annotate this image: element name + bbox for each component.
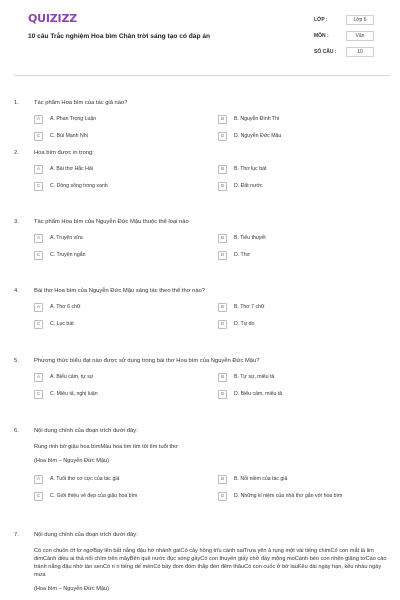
answer-options xyxy=(34,114,388,141)
option-letter: C xyxy=(34,132,43,141)
option-letter: A xyxy=(34,234,43,243)
answer-options xyxy=(34,474,388,501)
meta-value-grade: Lớp 6 xyxy=(346,15,374,25)
meta-label: MÔN : xyxy=(314,33,329,39)
excerpt-text: Có con chuồn ớt lơ ngơBay lên bất nắng đậu hờ nhành gaiCó cây hồng trĩu cành saiTrưa yên ả rụng một vài tiếng chimCó con mắt lá lim dimCánh diều ai thả nổi chìm trên mâyBên quê nước đục sóng gầyCó con thuyền giấy chở đầy mộng moCánh bèo con nhện giăng tơCào cào tránh nắng đậu nhờ tàn senCó ri ri tiếng dế mènCó bầy đom đóm thắp đèn đêm thâuCó con cuốc ở bờ lauKêu dài ngày hạn, kêu nhàu ngày mưa xyxy=(34,548,387,578)
answer-options xyxy=(34,372,388,399)
option-text: C. Lục bát xyxy=(50,321,74,327)
question-text: Phương thức biểu đạt nào được sử dụng trong bài thơ Hoa bìm của Nguyễn Đức Mậu? xyxy=(34,358,260,364)
question-4 xyxy=(14,288,388,329)
meta-value-count: 10 xyxy=(346,47,374,57)
option-b[interactable] xyxy=(218,233,388,243)
question-6 xyxy=(14,428,388,501)
question-2 xyxy=(14,150,388,191)
excerpt-source: (Hoa bìm – Nguyễn Đức Mậu) xyxy=(34,458,109,464)
option-d[interactable] xyxy=(218,181,388,191)
question-text: Nội dung chính của đoạn trích dưới đây: xyxy=(34,532,138,538)
question-number: 1. xyxy=(14,100,19,106)
question-text: Bài thơ Hoa bìm của Nguyễn Đức Mậu sáng tác theo thể thơ nào? xyxy=(34,288,205,294)
option-c[interactable] xyxy=(34,389,204,399)
option-a[interactable] xyxy=(34,233,204,243)
option-letter: A xyxy=(34,475,43,484)
option-letter: B xyxy=(218,165,227,174)
option-letter: D xyxy=(218,132,227,141)
meta-label: SỐ CÂU : xyxy=(314,49,337,55)
option-c[interactable] xyxy=(34,319,204,329)
option-letter: B xyxy=(218,115,227,124)
option-text: A. Truyện vừa xyxy=(50,235,83,241)
option-letter: A xyxy=(34,373,43,382)
option-letter: A xyxy=(34,115,43,124)
option-b[interactable] xyxy=(218,372,388,382)
option-letter: B xyxy=(218,475,227,484)
option-d[interactable] xyxy=(218,491,388,501)
option-text: C. Dòng sông trong xanh xyxy=(50,183,108,189)
option-text: C. Giới thiệu vẻ đẹp của giậu hoa bìm xyxy=(50,493,138,499)
option-text: D. Biểu cảm, miêu tả xyxy=(234,391,283,397)
question-number: 3. xyxy=(14,219,19,225)
question-text: Nội dung chính của đoạn trích dưới đây: xyxy=(34,428,138,434)
question-number: 4. xyxy=(14,288,19,294)
worksheet-title: 10 câu Trắc nghiệm Hoa bìm Chân trời sáng tạo có đáp án xyxy=(28,33,211,40)
option-d[interactable] xyxy=(218,319,388,329)
meta-label: LỚP : xyxy=(314,17,328,23)
option-b[interactable] xyxy=(218,474,388,484)
option-c[interactable] xyxy=(34,181,204,191)
excerpt-source: (Hoa bìm – Nguyễn Đức Mậu) xyxy=(34,586,109,592)
meta-value-subject: Văn xyxy=(346,31,374,41)
question-text: Tác phẩm Hoa bìm của tác giả nào? xyxy=(34,100,128,106)
option-c[interactable] xyxy=(34,250,204,260)
option-text: D. Những kỉ niệm của nhà thơ gắn với hoa bìm xyxy=(234,493,343,499)
option-text: A. Phan Trọng Luận xyxy=(50,116,97,122)
answer-options xyxy=(34,164,388,191)
option-text: A. Biểu cảm, tự sự xyxy=(50,374,94,380)
question-text: Tác phẩm Hoa bìm của Nguyễn Đức Mậu thuộc thể loại nào xyxy=(34,219,189,225)
option-letter: C xyxy=(34,251,43,260)
option-b[interactable] xyxy=(218,302,388,312)
option-c[interactable] xyxy=(34,131,204,141)
option-letter: D xyxy=(218,390,227,399)
question-text: Hoa bìm được in trong: xyxy=(34,150,94,156)
question-number: 6. xyxy=(14,428,19,434)
question-number: 5. xyxy=(14,358,19,364)
question-5 xyxy=(14,358,388,399)
question-number: 2. xyxy=(14,150,19,156)
option-text: B. Thơ lục bát xyxy=(234,166,267,172)
option-text: A. Tuổi thơ cơ cực của tác giả xyxy=(50,476,120,482)
option-text: D. Tự do xyxy=(234,321,255,327)
option-letter: D xyxy=(218,320,227,329)
option-letter: B xyxy=(218,234,227,243)
option-a[interactable] xyxy=(34,164,204,174)
option-d[interactable] xyxy=(218,389,388,399)
option-text: C. Bùi Mạnh Nhị xyxy=(50,133,88,139)
option-text: C. Miêu tả, nghị luận xyxy=(50,391,98,397)
option-text: B. Thơ 7 chữ xyxy=(234,304,265,310)
option-text: B. Tự sự, miêu tả xyxy=(234,374,275,380)
option-a[interactable] xyxy=(34,114,204,124)
option-letter: B xyxy=(218,303,227,312)
option-c[interactable] xyxy=(34,491,204,501)
option-b[interactable] xyxy=(218,114,388,124)
question-7 xyxy=(14,532,388,593)
option-letter: A xyxy=(34,165,43,174)
option-letter: A xyxy=(34,303,43,312)
excerpt-text: Rung rinh bờ giậu hoa bìmMàu hoa tim tím tôi tìm tuổi thơ xyxy=(34,444,178,450)
question-number: 7. xyxy=(14,532,19,538)
option-a[interactable] xyxy=(34,302,204,312)
option-letter: C xyxy=(34,320,43,329)
quizizz-logo: QUIZIZZ xyxy=(28,12,77,25)
answer-options xyxy=(34,233,388,260)
option-text: D. Thơ xyxy=(234,252,250,258)
option-text: D. Nguyễn Đức Mậu xyxy=(234,133,282,139)
option-text: A. Thơ 6 chữ xyxy=(50,304,81,310)
option-b[interactable] xyxy=(218,164,388,174)
option-letter: D xyxy=(218,251,227,260)
option-d[interactable] xyxy=(218,250,388,260)
option-a[interactable] xyxy=(34,474,204,484)
answer-options xyxy=(34,302,388,329)
option-text: A. Bài thơ Hắc Hải xyxy=(50,166,93,172)
question-1 xyxy=(14,100,388,141)
option-letter: C xyxy=(34,390,43,399)
option-a[interactable] xyxy=(34,372,204,382)
option-text: B. Nguyễn Đình Thi xyxy=(234,116,280,122)
question-3 xyxy=(14,219,388,260)
option-letter: D xyxy=(218,492,227,501)
meta-row-grade xyxy=(314,13,378,27)
worksheet-meta xyxy=(314,13,378,61)
option-text: B. Tiểu thuyết xyxy=(234,235,266,241)
option-text: D. Đất nước xyxy=(234,183,263,189)
option-text: B. Nỗi niềm của tác giả xyxy=(234,476,288,482)
meta-row-subject xyxy=(314,29,378,43)
option-text: C. Truyện ngắn xyxy=(50,252,86,258)
option-letter: C xyxy=(34,182,43,191)
option-letter: D xyxy=(218,182,227,191)
option-letter: B xyxy=(218,373,227,382)
meta-row-count xyxy=(314,45,378,59)
worksheet-header xyxy=(14,0,390,76)
option-d[interactable] xyxy=(218,131,388,141)
option-letter: C xyxy=(34,492,43,501)
